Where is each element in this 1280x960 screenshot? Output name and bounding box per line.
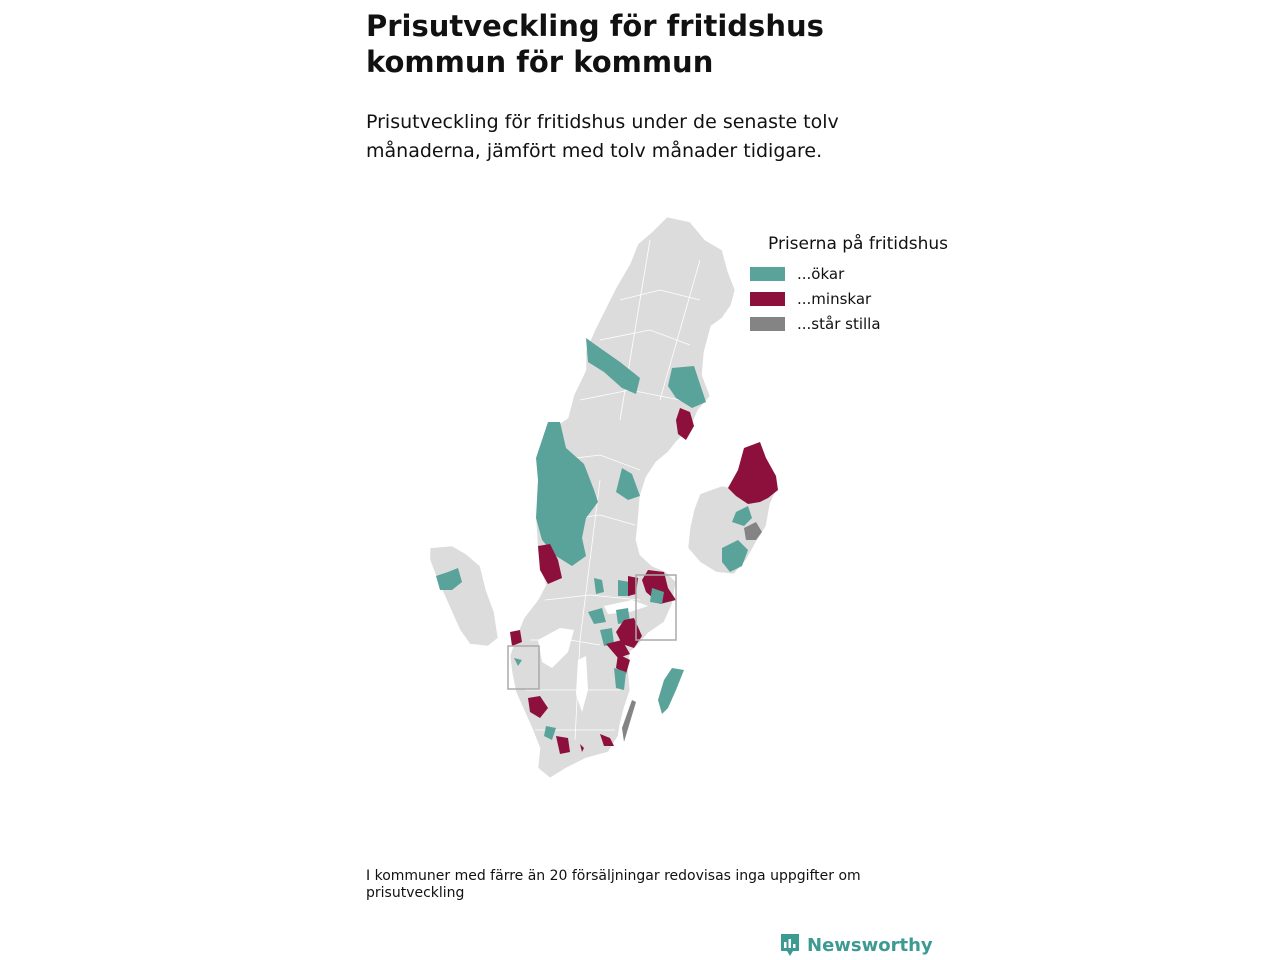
- legend-swatch-decrease: [750, 292, 785, 306]
- map-legend: [750, 234, 950, 336]
- legend-swatch-increase: [750, 267, 785, 281]
- region-gotland: [658, 668, 684, 714]
- legend-item-decrease: [750, 286, 950, 311]
- legend-label: ...minskar: [797, 289, 872, 308]
- legend-label: ...ökar: [797, 264, 845, 283]
- footnote: I kommuner med färre än 20 försäljningar redovisas inga uppgifter om prisutveckling: [366, 868, 861, 901]
- legend-item-flat: [750, 311, 950, 336]
- inset-goteborg: [430, 546, 498, 646]
- chart-title: Prisutveckling för fritidshus kommun för kommun: [366, 9, 824, 79]
- inset-stockholm-decrease: [728, 442, 778, 504]
- legend-swatch-flat: [750, 317, 785, 331]
- brand-logo[interactable]: [779, 932, 933, 958]
- legend-label: ...står stilla: [797, 314, 881, 333]
- chart-subtitle: Prisutveckling för fritidshus under de senaste tolv månaderna, jämfört med tolv månader tidigare.: [366, 111, 839, 162]
- newsworthy-logo-icon: [779, 932, 801, 958]
- legend-title: Priserna på fritidshus: [768, 234, 949, 254]
- brand-name: Newsworthy: [807, 934, 933, 956]
- legend-item-increase: [750, 261, 950, 286]
